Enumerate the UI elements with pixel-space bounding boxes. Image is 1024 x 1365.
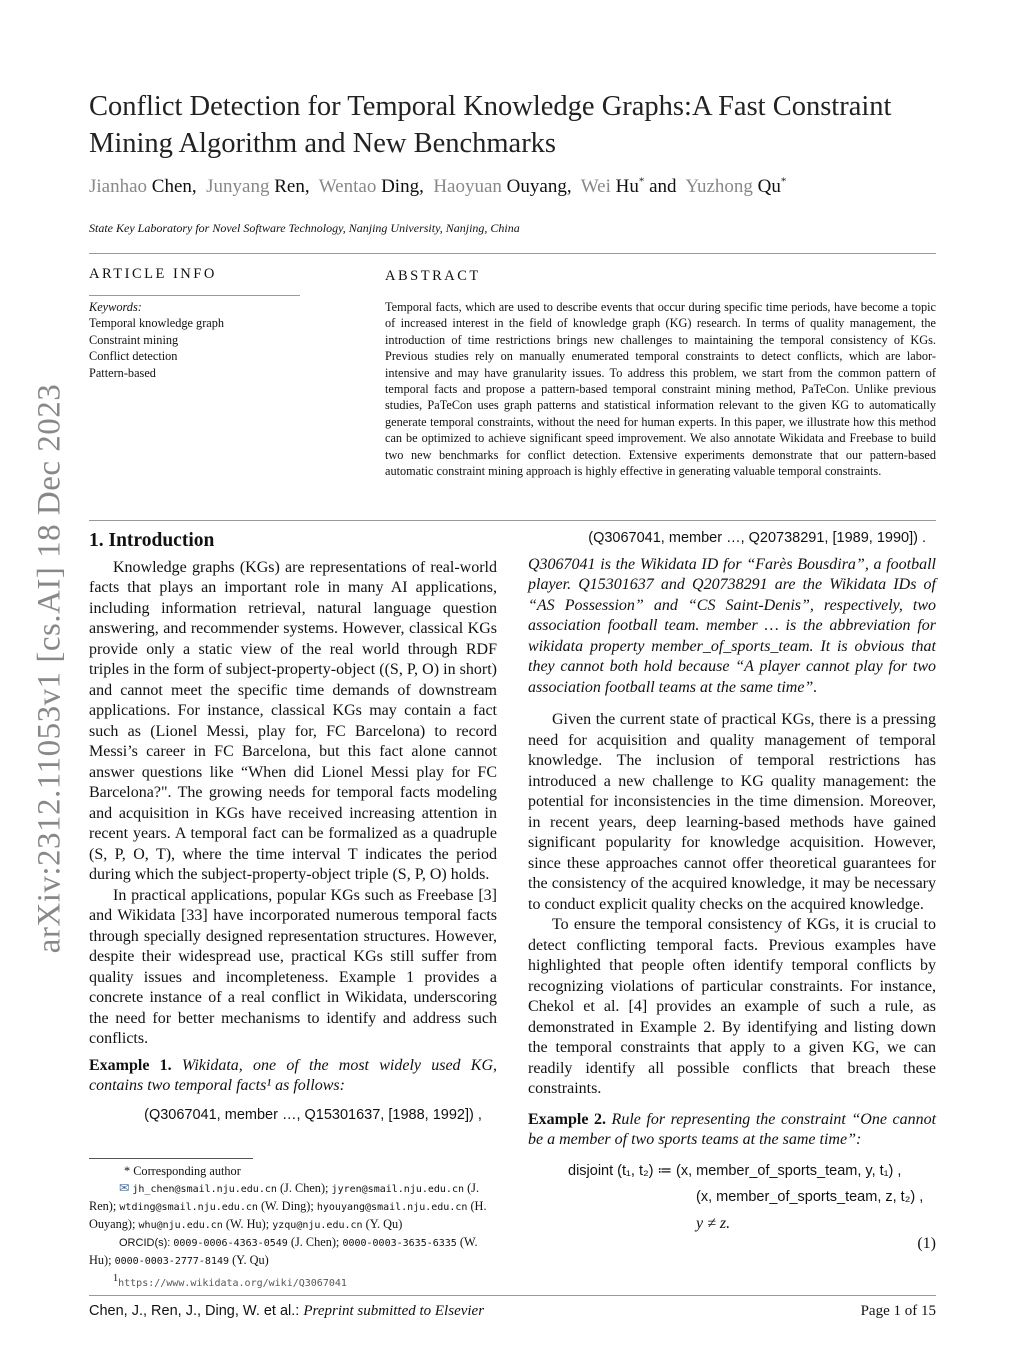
footnotes	[89, 1163, 497, 1292]
keyword: Constraint mining	[89, 332, 179, 347]
envelope-icon: ✉	[119, 1181, 130, 1195]
author-last-name: Ding	[381, 176, 420, 198]
author-last-name: Chen	[151, 176, 192, 198]
email-address[interactable]: jyren@smail.nju.edu.cn	[331, 1184, 464, 1195]
author-first-name: Jianhao	[89, 176, 148, 198]
orcid-list	[89, 1234, 497, 1270]
divider	[89, 520, 936, 521]
example-explanation: Q3067041 is the Wikidata ID for “Farès Bousdira”, a football player. Q15301637 and Q20738291 are the Wikidata IDs of “AS Possession” and “CS Saint-Denis”, respectively, two association football team. member … is the abbreviation for wikidata property member_of_sports_team. It is obvious that they cannot both hold because “A player cannot play for two association football teams at the same time”.	[528, 555, 936, 696]
example-text: Wikidata, one of the most widely used KG, contains two temporal facts¹ as follows:	[89, 1056, 497, 1094]
section-heading: 1. Introduction	[89, 530, 215, 551]
author-first-name: Haoyuan	[433, 176, 502, 198]
author	[206, 176, 319, 197]
page-number: Page 1 of 15	[860, 1303, 936, 1319]
orcid-owner: (W. Hu);	[89, 1235, 478, 1267]
email-address[interactable]: wtding@smail.nju.edu.cn	[119, 1202, 258, 1213]
equation-line: (x, member_of_sports_team, z, t₂) ,	[696, 1189, 924, 1205]
author	[581, 176, 686, 197]
email-list	[89, 1180, 497, 1234]
fact-1: (Q3067041, member …, Q15301637, [1988, 1992]) ,	[144, 1106, 482, 1123]
email-owner: (J. Ren);	[89, 1181, 480, 1213]
email-owner: (J. Chen);	[276, 1181, 332, 1195]
corresponding-author: * Corresponding author	[124, 1164, 241, 1178]
author-first-name: Wentao	[318, 176, 377, 198]
orcid-id[interactable]: 0009-0006-4363-0549	[173, 1238, 288, 1249]
keyword: Temporal knowledge graph	[89, 316, 225, 331]
author	[685, 176, 786, 197]
author-last-name: Hu	[615, 176, 639, 198]
abstract-text: Temporal facts, which are used to describe events that occur during specific time periods, have become a topic of increased interest in the field of knowledge graph (KG) research. In terms of quality management, the introduction of time restrictions brings new challenges to maintaining the temporal consistency of KGs. Previous studies rely on manually enumerated temporal constraints to detect conflicts, which are labor-intensive and may have granularity issues. To address this problem, we start from the common pattern of temporal facts and propose a pattern-based temporal constraint mining method, PaTeCon. Unlike previous studies, PaTeCon uses graph patterns and statistical information relevant to the given KG to automatically generate temporal constraints, without the need for human experts. In this paper, we illustrate how this method can be optimized to achieve significant speed improvement. We also annotate Wikidata and Freebase to build two new benchmarks for conflict detection. Extensive experiments demonstrate that our pattern-based automatic constraint mining approach is highly effective in generating valuable temporal constraints.	[385, 300, 936, 479]
keywords	[89, 299, 224, 381]
footer-authors: Chen, J., Ren, J., Ding, W. et al.:	[89, 1303, 304, 1319]
footnote-rule	[89, 1158, 253, 1159]
fact-2: (Q3067041, member …, Q20738291, [1989, 1990]) .	[588, 530, 926, 546]
divider	[89, 1295, 936, 1296]
orcid-label: ORCID(s):	[119, 1237, 174, 1249]
equation-number: (1)	[917, 1235, 936, 1252]
keyword: Pattern-based	[89, 365, 156, 380]
author	[433, 176, 580, 197]
email-address[interactable]: jh_chen@smail.nju.edu.cn	[132, 1184, 277, 1195]
example-label: Example 1.	[89, 1056, 172, 1074]
author-separator: ,	[419, 176, 434, 198]
email-address[interactable]: hyouyang@smail.nju.edu.cn	[316, 1202, 468, 1213]
affiliation: State Key Laboratory for Novel Software Technology, Nanjing University, Nanjing, China	[89, 221, 520, 235]
example-2	[528, 1110, 936, 1151]
keywords-label: Keywords:	[89, 300, 142, 314]
arxiv-watermark: arXiv:2312.11053v1 [cs.AI] 18 Dec 2023	[31, 383, 68, 954]
email-owner: (Y. Qu)	[362, 1217, 403, 1231]
article-info-heading: ARTICLE INFO	[89, 266, 217, 282]
author-first-name: Wei	[580, 176, 611, 198]
author-last-name: Qu	[757, 176, 781, 198]
keyword: Conflict detection	[89, 349, 178, 364]
orcid-owner: (Y. Qu)	[229, 1253, 269, 1267]
right-column	[528, 528, 936, 1255]
author-star: *	[638, 176, 645, 188]
email-owner: (W. Hu);	[222, 1217, 273, 1231]
equation-line: disjoint (t₁, t₂) ≔ (x, member_of_sports_team, y, t₁) ,	[568, 1162, 902, 1179]
author-first-name: Yuzhong	[685, 176, 753, 198]
email-address[interactable]: yzqu@nju.edu.cn	[272, 1220, 363, 1231]
footnote-1	[89, 1270, 497, 1292]
email-owner: (W. Ding);	[257, 1199, 317, 1213]
author-separator: ,	[191, 176, 207, 198]
email-address[interactable]: whu@nju.edu.cn	[138, 1220, 223, 1231]
email-owner: (H. Ouyang);	[89, 1199, 487, 1231]
abstract-heading: ABSTRACT	[385, 268, 481, 284]
author-separator: ,	[566, 176, 581, 198]
footnote-mark: 1	[113, 1273, 119, 1284]
example-text: Rule for representing the constraint “One cannot be a member of two sports teams at the same time”:	[528, 1110, 937, 1148]
author	[89, 176, 206, 197]
author-last-name: Ren	[274, 176, 305, 198]
paragraph: To ensure the temporal consistency of KGs, it is crucial to detect conflicting temporal facts. Previous examples have highlighted that people often identify temporal conflicts by recognizing violations of particular constraints. For instance, Chekol et al. [4] provides an example of such a rule, as demonstrated in Example 2. By identifying and listing down the temporal constraints that apply to a given KG, we can readily identify all possible conflicts that breach these constraints.	[528, 916, 936, 1097]
author-separator: ,	[304, 176, 319, 198]
author-last-name: Ouyang	[506, 176, 567, 198]
paragraph: In practical applications, popular KGs such as Freebase [3] and Wikidata [33] have incorporated numerous temporal facts through specially designed representation structures. However, despite their widespread use, practical KGs still suffer from quality issues and incompleteness. Example 1 provides a concrete instance of a real conflict in Wikidata, underscoring the need for better mechanisms to identify and address such conflicts.	[89, 886, 497, 1047]
paragraph: Knowledge graphs (KGs) are representations of real-world facts that plays an important role in many AI applications, including information retrieval, natural language question answering, and recommender systems. However, classical KGs provide only a static view of the real world through RDF triples in the form of subject-property-object ((S, P, O) in short) and cannot meet the specific time demands of downstream applications. For instance, classical KGs may contain a fact such as (Lionel Messi, play for, FC Barcelona) to record Messi’s career in FC Barcelona, but this fact alone cannot answer questions like “When did Lionel Messi play for FC Barcelona?". The growing needs for temporal facts modeling and acquisition in KGs have received increasing attention in recent years. A temporal fact can be formalized as a quadruple (S, P, O, T), where the time interval T indicates the period during which the subject-property-object triple (S, P, O) holds.	[89, 558, 497, 883]
paper-title: Conflict Detection for Temporal Knowledge Graphs:A Fast Constraint Mining Algorithm and New Benchmarks	[89, 91, 892, 159]
orcid-id[interactable]: 0000-0003-2777-8149	[114, 1256, 230, 1267]
author-list	[89, 176, 786, 198]
orcid-owner: (J. Chen);	[287, 1235, 343, 1249]
example-label: Example 2.	[528, 1110, 606, 1128]
author-first-name: Junyang	[206, 176, 270, 198]
footer-venue: Preprint submitted to Elsevier	[303, 1303, 485, 1319]
author-separator: and	[644, 176, 686, 198]
author-star: *	[780, 176, 787, 188]
example-1	[89, 1056, 497, 1097]
footnote-url[interactable]: https://www.wikidata.org/wiki/Q3067041	[118, 1278, 347, 1290]
divider	[89, 253, 936, 254]
footer-citation	[89, 1303, 484, 1320]
equation-line: y ≠ z.	[696, 1214, 731, 1232]
divider	[89, 295, 300, 296]
paragraph: Given the current state of practical KGs, there is a pressing need for acquisition and quality management of temporal knowledge. The inclusion of temporal restrictions has introduced a new challenge to KG quality management: the potential for inconsistencies in the time dimension. Moreover, in recent years, deep learning-based methods have gained significant popularity for knowledge acquisition. However, since these approaches cannot offer theoretical guarantees for the consistency of the acquired knowledge, it may be necessary to conduct explicit quality checks on the acquired knowledge.	[528, 711, 936, 913]
orcid-id[interactable]: 0000-0003-3635-6335	[342, 1238, 457, 1249]
author	[319, 176, 434, 197]
left-column	[89, 531, 497, 1125]
